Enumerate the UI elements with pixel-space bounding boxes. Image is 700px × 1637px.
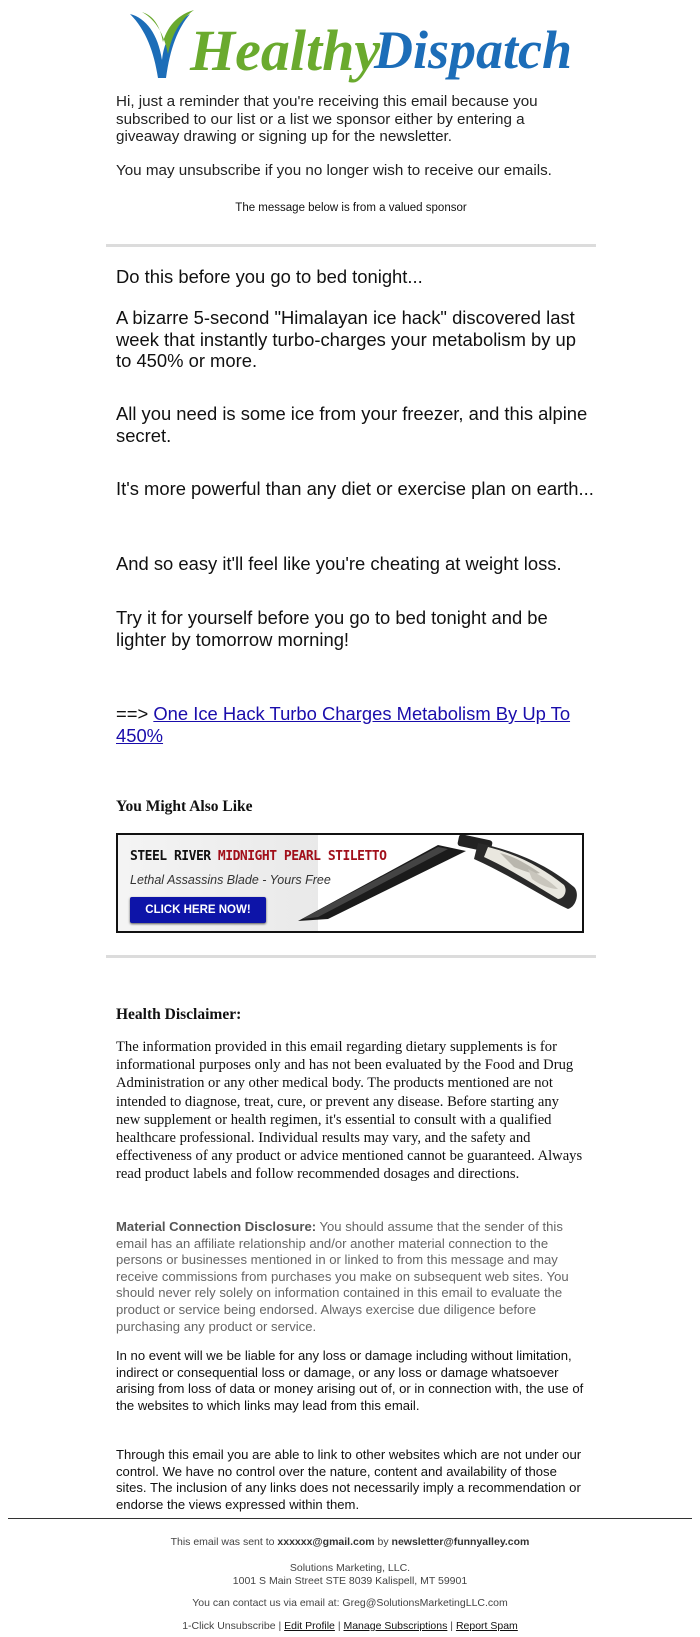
material-disclosure xyxy=(116,1219,590,1335)
edit-profile-link[interactable]: Edit Profile xyxy=(284,1620,335,1632)
recipient-email: xxxxxx@gmail.com xyxy=(277,1536,375,1548)
company-name: Solutions Marketing, LLC. xyxy=(289,1562,411,1574)
one-click-unsubscribe-link[interactable]: 1-Click Unsubscribe xyxy=(182,1620,276,1632)
external-links-text: Through this email you are able to link to other websites which are not under our control. We have no control over the nature, content and availability of those sites. The inclusion of any links does not necessarily imply a recommendation or endorse the views expressed within them. xyxy=(116,1447,582,1512)
sent-to-line xyxy=(0,1536,700,1548)
knife-ad-banner[interactable] xyxy=(116,833,584,933)
health-disclaimer-text: The information provided in this email regarding dietary supplements is for informational purposes only and has not been evaluated by the Food and Drug Administration or any other medical body. The products mentioned are not intended to diagnose, treat, cure, or prevent any disease. Before starting any new supplement or health regimen, it's essential to consult with a qualified healthcare professional. Individual results may vary, and the safety and effectiveness of any product or advice mentioned cannot be guaranteed. Always read product labels and follow recommended dosages and directions. xyxy=(116,1039,583,1183)
logo-mark-icon xyxy=(128,8,578,90)
divider xyxy=(106,244,596,247)
manage-subscriptions-link[interactable]: Manage Subscriptions xyxy=(343,1620,448,1632)
sent-by-word: by xyxy=(374,1536,392,1548)
material-disclosure-text: You should assume that the sender of this email has an affiliate relationship and/or another material connection to the persons or businesses mentioned in or linked to from this message and may receive commissions from purchases you make on subsequent web sites. You should never rely solely on information contained in this email to evaluate the product or service being endorsed. Always exercise due diligence before purchasing any product or service. xyxy=(116,1219,569,1334)
link-separator: | xyxy=(447,1620,456,1632)
body-paragraph-1: Do this before you go to bed tonight... xyxy=(116,266,423,287)
intro-reminder: Hi, just a reminder that you're receiving this email because you subscribed to our list or a list we sponsor either by entering a giveaway drawing or signing up for the newsletter. xyxy=(116,93,538,146)
body-paragraph-5: And so easy it'll feel like you're cheating at weight loss. xyxy=(116,553,562,574)
liability-text: In no event will we be liable for any loss or damage including without limitation, indirect or consequential loss or damage, or any loss or damage whatsoever arising from loss of data or money arising out of, or in connection with, the use of the websites to which links may lead from this email. xyxy=(116,1348,584,1413)
banner-title-brand: STEEL RIVER xyxy=(130,849,211,864)
divider xyxy=(106,955,596,958)
intro-unsubscribe-note: You may unsubscribe if you no longer wish to receive our emails. xyxy=(116,161,552,179)
logo-word-dispatch: Dispatch xyxy=(374,20,573,80)
contact-line: You can contact us via email at: Greg@SolutionsMarketingLLC.com xyxy=(192,1597,508,1609)
link-separator: | xyxy=(275,1620,285,1632)
footer-links xyxy=(0,1620,700,1632)
body-paragraph-6: Try it for yourself before you go to bed tonight and be lighter by tomorrow morning! xyxy=(116,607,548,650)
banner-subtitle: Lethal Assassins Blade - Yours Free xyxy=(130,873,331,887)
company-street: 1001 S Main Street STE 8039 Kalispell, MT 59901 xyxy=(232,1575,468,1587)
stiletto-knife-icon xyxy=(288,835,584,931)
healthy-dispatch-logo[interactable] xyxy=(128,8,578,90)
intro-block xyxy=(116,93,586,195)
body-paragraph-3: All you need is some ice from your freezer, and this alpine secret. xyxy=(116,403,588,446)
material-disclosure-label: Material Connection Disclosure: xyxy=(116,1219,317,1234)
cta-prefix: ==> xyxy=(116,703,154,724)
cta-line xyxy=(116,703,596,746)
company-address xyxy=(0,1562,700,1588)
footer-divider xyxy=(8,1518,692,1519)
sent-prefix: This email was sent to xyxy=(170,1536,278,1548)
body-paragraph-2: A bizarre 5-second "Himalayan ice hack" discovered last week that instantly turbo-charges your metabolism by up to 450% or more. xyxy=(116,307,576,372)
sender-email: newsletter@funnyalley.com xyxy=(391,1536,530,1548)
sponsor-note: The message below is from a valued sponsor xyxy=(235,202,467,214)
banner-title-product: MIDNIGHT PEARL STILETTO xyxy=(217,849,387,864)
logo-word-healthy: Healthy xyxy=(190,18,381,83)
also-like-heading: You Might Also Like xyxy=(116,798,253,815)
banner-click-button[interactable]: CLICK HERE NOW! xyxy=(130,897,266,923)
report-spam-link[interactable]: Report Spam xyxy=(455,1620,518,1632)
link-separator: | xyxy=(334,1620,344,1632)
health-disclaimer-title: Health Disclaimer: xyxy=(116,1006,242,1023)
cta-link[interactable]: One Ice Hack Turbo Charges Metabolism By Up To 450% xyxy=(116,703,571,746)
body-paragraph-4: It's more powerful than any diet or exercise plan on earth... xyxy=(116,478,594,499)
